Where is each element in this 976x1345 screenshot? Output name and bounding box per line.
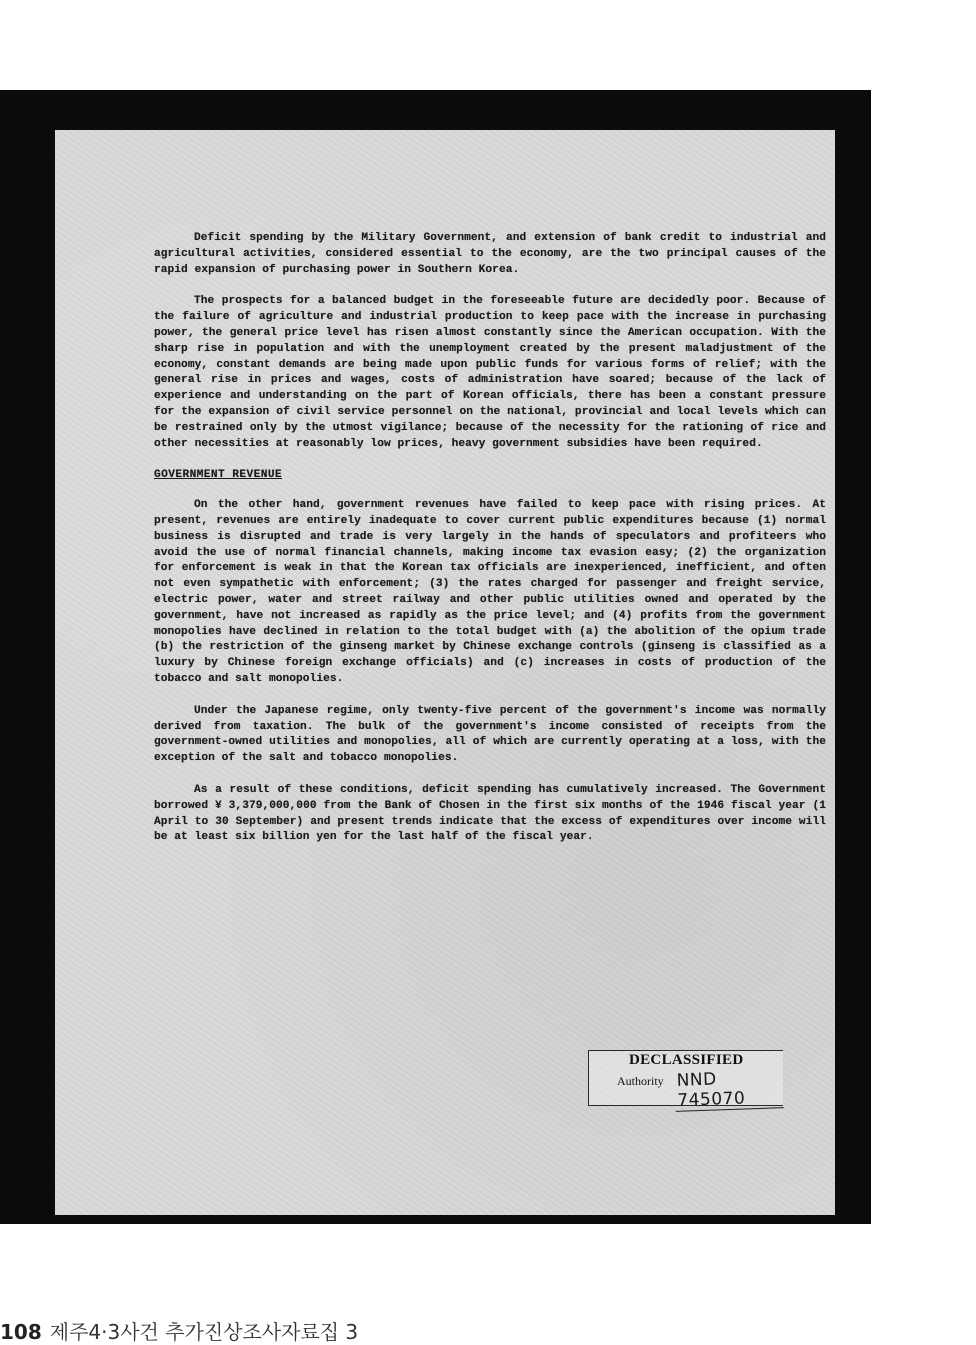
document-paper xyxy=(55,130,835,1215)
paragraph-deficit-spending: Deficit spending by the Military Government, and extension of bank credit to industrial and agricultural activities, considered essential to the economy, are the two principal causes of the rapid expansion of purchasing power in Southern Korea. xyxy=(154,232,826,276)
declassified-stamp xyxy=(588,1050,783,1111)
stamp-authority-label: Authority xyxy=(617,1074,664,1088)
paragraph-deficit-result: As a result of these conditions, deficit spending has cumulatively increased. The Government borrowed ¥ 3,379,000,000 from the Bank of Chosen in the first six months of the 1946 fiscal year (1 April to 30 September) and present trends indicate that the excess of expenditures over income will be at least six billion yen for the last half of the fiscal year. xyxy=(154,783,826,844)
page-number: 108 xyxy=(0,1320,42,1344)
scanned-page-frame xyxy=(0,90,871,1224)
stamp-authority-value: NND 745070 xyxy=(674,1067,783,1112)
paragraph-balanced-budget: The prospects for a balanced budget in the foreseeable future are decidedly poor. Because of the failure of agriculture and industrial production to keep pace with the increase in purchasing power, the general price level has risen almost constantly since the American occupation. With the sharp rise in population and with the unemployment created by the present maladjustment of the economy, constant demands are being made upon public funds for various forms of relief; with the general rise in prices and wages, costs of administration have soared; because of the lack of experience and understanding on the part of Korean officials, there has been a constant pressure for the expansion of civil service personnel on the national, provincial and local levels which can be restrained only by the utmost vigilance; because of the necessity for the rationing of rice and other necessities at reasonably low prices, heavy government subsidies have been required. xyxy=(154,295,826,450)
stamp-title: DECLASSIFIED xyxy=(629,1052,744,1068)
section-heading-government-revenue: GOVERNMENT REVENUE xyxy=(154,469,283,482)
typewritten-text xyxy=(154,231,826,862)
paragraph-japanese-regime: Under the Japanese regime, only twenty-five percent of the government's income was normally derived from taxation. The bulk of the government's income consisted of receipts from the government-owned utilities and monopolies, all of which are currently operating at a loss, with the exception of the salt and tobacco monopolies. xyxy=(154,704,826,765)
book-title: 제주4·3사건 추가진상조사자료집 3 xyxy=(49,1320,359,1344)
page-footer xyxy=(0,1316,358,1345)
paragraph-revenues: On the other hand, government revenues have failed to keep pace with rising prices. At present, revenues are entirely inadequate to cover current public expenditures because (1) normal business is disrupted and trade is very largely in the hands of speculators and profiteers who avoid the use of normal financial channels, making income tax evasion easy; (2) the organization for enforcement is weak in that the Korean tax officials are inexperienced, inefficient, and often not even sympathetic with enforcement; (3) the rates charged for passenger and freight service, electric power, water and street railway and other public utilities owned and operated by the government, have not increased as rapidly as the price level; and (4) profits from the government monopolies have declined in relation to the total budget with (a) the abolition of the opium trade (b) the restriction of the ginseng market by Chinese exchange controls (ginseng is classified as a luxury by Chinese foreign exchange officials) and (c) increases in costs of production of the tobacco and salt monopolies. xyxy=(154,499,826,685)
